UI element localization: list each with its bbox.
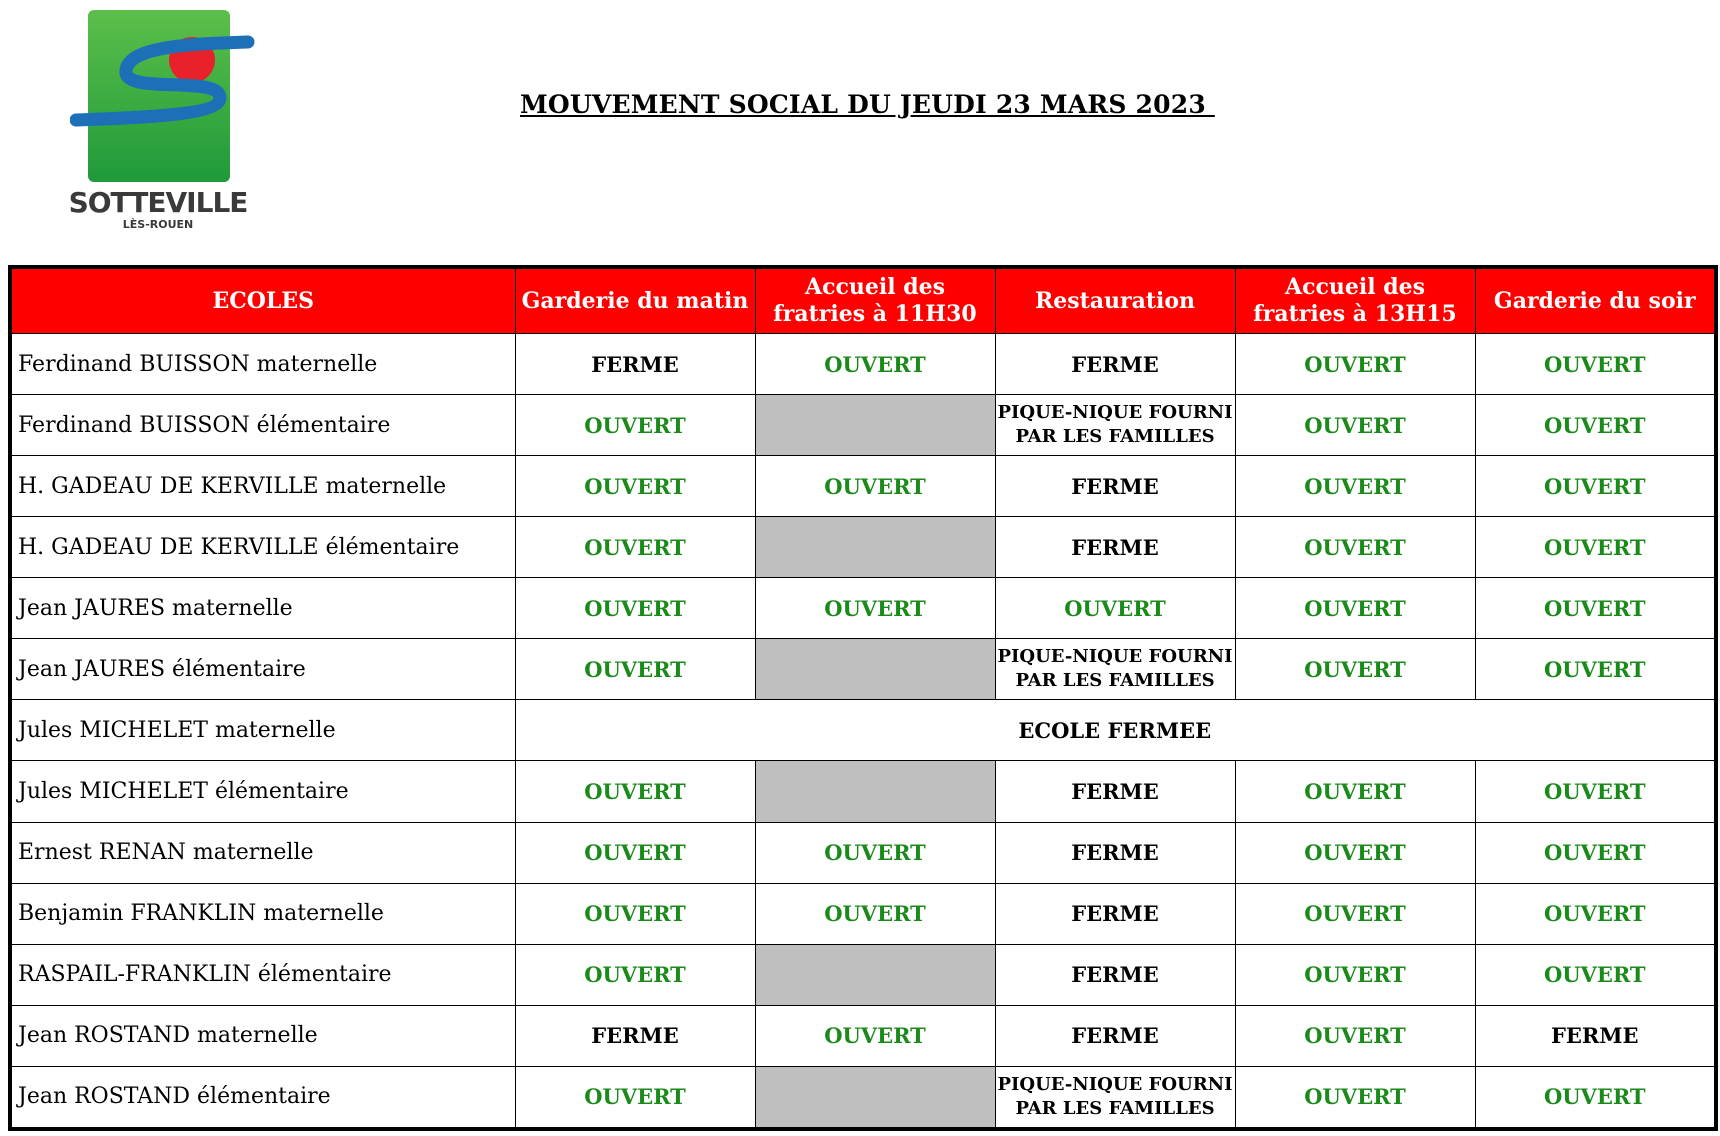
table-row — [10, 700, 1716, 761]
status-cell: FERME — [515, 1005, 755, 1066]
status-cell: FERME — [515, 334, 755, 395]
status-cell: OUVERT — [1235, 639, 1475, 700]
status-cell: OUVERT — [755, 456, 995, 517]
school-name: RASPAIL-FRANKLIN élémentaire — [10, 944, 515, 1005]
status-cell: OUVERT — [1475, 883, 1716, 944]
status-cell: FERME — [995, 944, 1235, 1005]
school-name: Jean ROSTAND élémentaire — [10, 1066, 515, 1129]
status-cell: FERME — [995, 822, 1235, 883]
school-name: H. GADEAU DE KERVILLE maternelle — [10, 456, 515, 517]
status-cell: FERME — [995, 883, 1235, 944]
not-applicable-cell — [755, 639, 995, 700]
page-title: MOUVEMENT SOCIAL DU JEUDI 23 MARS 2023 — [520, 90, 1215, 119]
table-row — [10, 944, 1716, 1005]
column-header-fratries-13h15: Accueil des fratries à 13H15 — [1235, 267, 1475, 334]
status-cell: OUVERT — [755, 822, 995, 883]
status-cell: FERME — [995, 1005, 1235, 1066]
status-cell: OUVERT — [1235, 1005, 1475, 1066]
table-row — [10, 1005, 1716, 1066]
status-cell: OUVERT — [515, 944, 755, 1005]
school-name: Ferdinand BUISSON maternelle — [10, 334, 515, 395]
status-cell: OUVERT — [1475, 1066, 1716, 1129]
status-cell: OUVERT — [1235, 578, 1475, 639]
status-cell: OUVERT — [1475, 395, 1716, 456]
not-applicable-cell — [755, 1066, 995, 1129]
school-name: H. GADEAU DE KERVILLE élémentaire — [10, 517, 515, 578]
status-cell: OUVERT — [515, 761, 755, 822]
not-applicable-cell — [755, 517, 995, 578]
status-cell: OUVERT — [1475, 944, 1716, 1005]
school-name: Jules MICHELET élémentaire — [10, 761, 515, 822]
logo-wordmark: SOTTEVILLE — [70, 186, 248, 219]
status-cell: OUVERT — [1235, 944, 1475, 1005]
status-cell: OUVERT — [515, 822, 755, 883]
status-cell: FERME — [1475, 1005, 1716, 1066]
table-row — [10, 1066, 1716, 1129]
table-row — [10, 395, 1716, 456]
not-applicable-cell — [755, 395, 995, 456]
status-cell: OUVERT — [1235, 1066, 1475, 1129]
table-row — [10, 334, 1716, 395]
sotteville-logo-icon — [70, 8, 260, 233]
status-cell: FERME — [995, 761, 1235, 822]
status-cell: OUVERT — [755, 334, 995, 395]
school-name: Jean JAURES élémentaire — [10, 639, 515, 700]
status-cell: FERME — [995, 456, 1235, 517]
school-name: Jean JAURES maternelle — [10, 578, 515, 639]
table-row — [10, 578, 1716, 639]
logo-subtext: LÈS-ROUEN — [122, 218, 194, 231]
status-cell: OUVERT — [755, 1005, 995, 1066]
status-cell: OUVERT — [995, 578, 1235, 639]
status-cell: FERME — [995, 334, 1235, 395]
status-cell: OUVERT — [515, 395, 755, 456]
status-cell: OUVERT — [1475, 456, 1716, 517]
table-row — [10, 639, 1716, 700]
not-applicable-cell — [755, 761, 995, 822]
column-header-ecoles: ECOLES — [10, 267, 515, 334]
column-header-fratries-11h30: Accueil des fratries à 11H30 — [755, 267, 995, 334]
status-cell: OUVERT — [1235, 761, 1475, 822]
column-header-garderie-soir: Garderie du soir — [1475, 267, 1716, 334]
column-header-garderie-matin: Garderie du matin — [515, 267, 755, 334]
table-row — [10, 761, 1716, 822]
school-name: Ernest RENAN maternelle — [10, 822, 515, 883]
schools-status-table — [8, 265, 1718, 1131]
status-cell: OUVERT — [1475, 578, 1716, 639]
school-name: Jules MICHELET maternelle — [10, 700, 515, 761]
status-cell: OUVERT — [1475, 334, 1716, 395]
table-row — [10, 456, 1716, 517]
status-cell: OUVERT — [1235, 883, 1475, 944]
status-cell: OUVERT — [755, 578, 995, 639]
status-cell: PIQUE-NIQUE FOURNI PAR LES FAMILLES — [995, 395, 1235, 456]
column-header-restauration: Restauration — [995, 267, 1235, 334]
status-cell: FERME — [995, 517, 1235, 578]
status-cell: OUVERT — [1475, 639, 1716, 700]
status-cell: OUVERT — [1235, 395, 1475, 456]
table-row — [10, 883, 1716, 944]
status-cell: OUVERT — [515, 517, 755, 578]
status-cell: OUVERT — [1475, 761, 1716, 822]
status-cell: OUVERT — [515, 456, 755, 517]
status-cell: OUVERT — [515, 1066, 755, 1129]
table-row — [10, 517, 1716, 578]
status-cell: OUVERT — [1475, 822, 1716, 883]
status-cell: OUVERT — [515, 578, 755, 639]
school-closed-cell: ECOLE FERMEE — [515, 700, 1716, 761]
status-cell: PIQUE-NIQUE FOURNI PAR LES FAMILLES — [995, 639, 1235, 700]
status-cell: OUVERT — [1235, 456, 1475, 517]
status-cell: OUVERT — [1475, 517, 1716, 578]
status-cell: OUVERT — [1235, 517, 1475, 578]
not-applicable-cell — [755, 944, 995, 1005]
school-name: Jean ROSTAND maternelle — [10, 1005, 515, 1066]
status-cell: OUVERT — [1235, 334, 1475, 395]
status-cell: PIQUE-NIQUE FOURNI PAR LES FAMILLES — [995, 1066, 1235, 1129]
status-cell: OUVERT — [1235, 822, 1475, 883]
sotteville-logo — [70, 8, 260, 233]
status-cell: OUVERT — [515, 639, 755, 700]
school-name: Ferdinand BUISSON élémentaire — [10, 395, 515, 456]
status-cell: OUVERT — [515, 883, 755, 944]
table-row — [10, 822, 1716, 883]
table-header-row — [10, 267, 1716, 334]
school-name: Benjamin FRANKLIN maternelle — [10, 883, 515, 944]
status-cell: OUVERT — [755, 883, 995, 944]
